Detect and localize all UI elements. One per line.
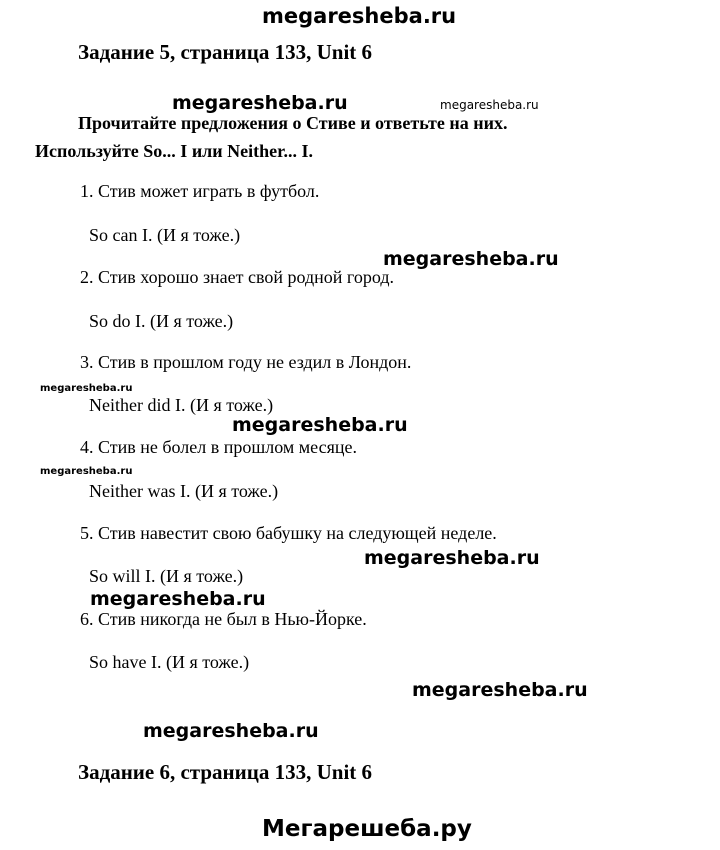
- task-instruction-line-1: Прочитайте предложения о Стиве и ответьте на них.: [78, 113, 508, 133]
- watermark: megaresheba.ru: [40, 383, 133, 394]
- answer-3: Neither did I. (И я тоже.): [89, 395, 274, 415]
- watermark: megaresheba.ru: [364, 547, 540, 569]
- answer-2: So do I. (И я тоже.): [89, 311, 234, 331]
- watermark: megaresheba.ru: [232, 414, 408, 436]
- question-5: 5. Стив навестит свою бабушку на следующей неделе.: [80, 523, 497, 543]
- question-3: 3. Стив в прошлом году не ездил в Лондон.: [80, 352, 412, 372]
- answer-1: So can I. (И я тоже.): [89, 225, 241, 245]
- question-6: 6. Стив никогда не был в Нью-Йорке.: [80, 609, 367, 629]
- question-1: 1. Стив может играть в футбол.: [80, 181, 320, 201]
- watermark: megaresheba.ru: [40, 466, 133, 477]
- watermark: megaresheba.ru: [383, 248, 559, 270]
- answer-5: So will I. (И я тоже.): [89, 566, 244, 586]
- watermark: megaresheba.ru: [172, 92, 348, 114]
- question-2: 2. Стив хорошо знает свой родной город.: [80, 267, 395, 287]
- task-5-heading: Задание 5, страница 133, Unit 6: [78, 40, 373, 64]
- watermark: megaresheba.ru: [90, 588, 266, 610]
- task-instruction-line-2: Используйте So... I или Neither... I.: [35, 141, 313, 161]
- site-watermark-top: megaresheba.ru: [262, 4, 457, 28]
- question-4: 4. Стив не болел в прошлом месяце.: [80, 437, 358, 457]
- answer-6: So have I. (И я тоже.): [89, 652, 250, 672]
- watermark: megaresheba.ru: [143, 720, 319, 742]
- answer-4: Neither was I. (И я тоже.): [89, 481, 279, 501]
- watermark: megaresheba.ru: [440, 98, 539, 112]
- watermark: megaresheba.ru: [412, 679, 588, 701]
- task-6-heading: Задание 6, страница 133, Unit 6: [78, 760, 373, 784]
- footer-brand: Мегарешеба.ру: [262, 816, 472, 842]
